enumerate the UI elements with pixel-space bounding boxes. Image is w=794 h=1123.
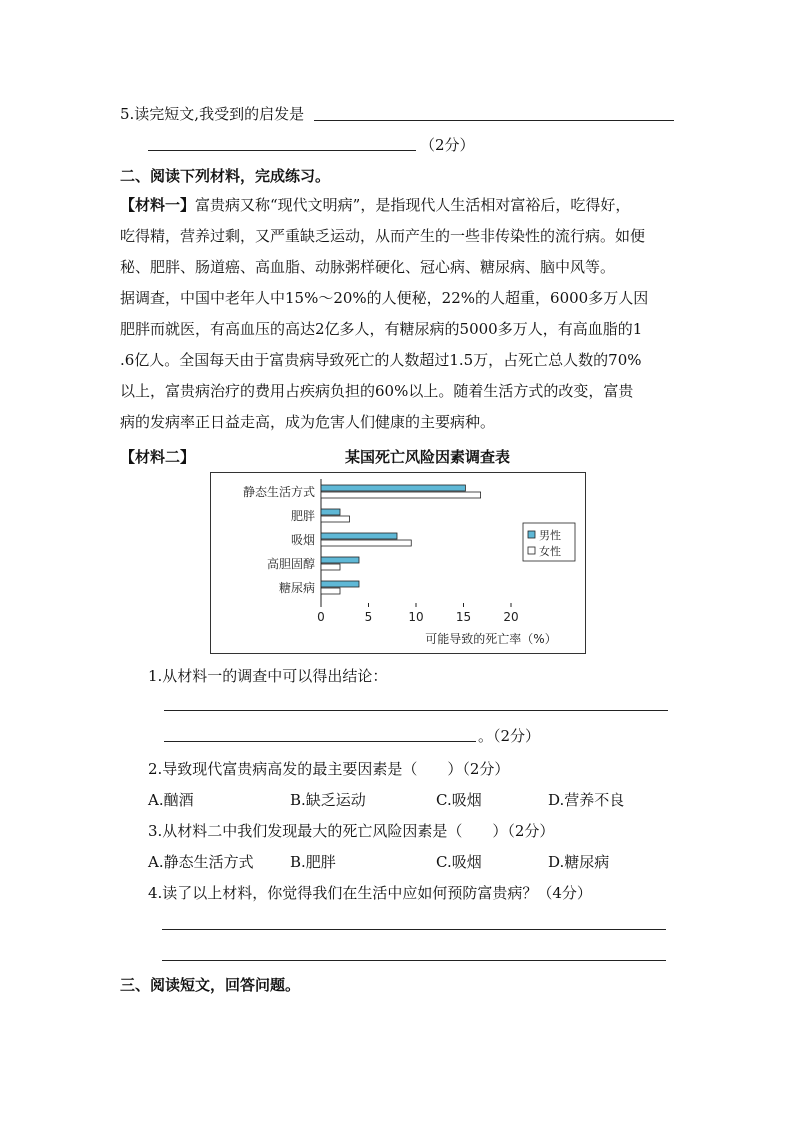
death-risk-bar-chart — [211, 473, 585, 653]
q2-option-d[interactable]: D.营养不良 — [548, 791, 625, 809]
material2-tag: 【材料二】 — [120, 448, 196, 466]
material1-line: 以上，富贵病治疗的费用占疾病负担的60%以上。随着生活方式的改变，富贵 — [120, 382, 634, 400]
x-tick-label: 10 — [408, 610, 424, 624]
q3-prompt: 3.从材料二中我们发现最大的死亡风险因素是（ ）（2分） — [148, 822, 555, 840]
bar-female — [321, 516, 350, 522]
q5-score: （2分） — [420, 136, 475, 154]
category-label: 糖尿病 — [278, 581, 315, 595]
bar-male — [321, 533, 397, 539]
material1-line: 秘、肥胖、肠道癌、高血脂、动脉粥样硬化、冠心病、糖尿病、脑中风等。 — [120, 258, 616, 276]
material1-line: 【材料一】富贵病又称“现代文明病”，是指现代人生活相对富裕后，吃得好， — [120, 196, 631, 214]
q1-answer-line-2[interactable] — [164, 741, 476, 742]
q3-option-c[interactable]: C.吸烟 — [436, 853, 482, 871]
q2-option-a[interactable]: A.酗酒 — [148, 791, 194, 809]
q5-answer-line-2[interactable] — [148, 150, 416, 151]
chart-title: 某国死亡风险因素调查表 — [345, 448, 511, 466]
category-label: 吸烟 — [290, 533, 315, 547]
bar-male — [321, 509, 340, 515]
material1-line: 病的发病率正日益走高，成为危害人们健康的主要病种。 — [120, 413, 496, 431]
x-tick-label: 0 — [317, 610, 325, 624]
chart-frame — [210, 472, 586, 654]
bar-female — [321, 564, 340, 570]
legend-swatch — [528, 547, 535, 554]
material1-tag: 【材料一】 — [120, 196, 196, 214]
category-label: 静态生活方式 — [242, 485, 315, 499]
legend-swatch — [528, 531, 535, 538]
q2-prompt: 2.导致现代富贵病高发的最主要因素是（ ）（2分） — [148, 760, 510, 778]
q2-option-b[interactable]: B.缺乏运动 — [290, 791, 366, 809]
q1-answer-line-1[interactable] — [164, 710, 668, 711]
material1-line: 据调查，中国中老年人中15%～20%的人便秘，22%的人超重，6000多万人因 — [120, 289, 649, 307]
q1-prompt: 1.从材料一的调查中可以得出结论： — [148, 667, 388, 685]
q3-option-d[interactable]: D.糖尿病 — [548, 853, 610, 871]
bar-female — [321, 540, 411, 546]
bar-female — [321, 492, 481, 498]
q4-prompt: 4.读了以上材料，你觉得我们在生活中应如何预防富贵病？（4分） — [148, 884, 592, 902]
x-tick-label: 15 — [455, 610, 472, 624]
category-label: 肥胖 — [290, 509, 315, 523]
bar-male — [321, 485, 465, 491]
x-tick-label: 20 — [503, 610, 519, 624]
x-tick-label: 5 — [364, 610, 373, 624]
q5-answer-line-1[interactable] — [314, 120, 674, 121]
category-label: 高胆固醇 — [266, 557, 315, 571]
legend-label: 男性 — [539, 529, 561, 542]
material1-paragraph — [120, 190, 680, 438]
material1-line: .6亿人。全国每天由于富贵病导致死亡的人数超过1.5万，占死亡总人数的70% — [120, 351, 642, 369]
legend-label: 女性 — [539, 545, 561, 558]
q2-option-c[interactable]: C.吸烟 — [436, 791, 482, 809]
section2-heading: 二、阅读下列材料，完成练习。 — [120, 167, 331, 185]
q1-score: 。（2分） — [478, 727, 541, 745]
q3-option-b[interactable]: B.肥胖 — [290, 853, 336, 871]
q3-option-a[interactable]: A.静态生活方式 — [148, 853, 254, 871]
section3-heading: 三、阅读短文，回答问题。 — [120, 976, 301, 994]
bar-female — [321, 588, 340, 594]
material1-line: 肥胖而就医，有高血压的高达2亿多人，有糖尿病的5000多万人，有高血脂的1 — [120, 320, 643, 338]
q4-answer-line-1[interactable] — [162, 929, 666, 930]
q4-answer-line-2[interactable] — [162, 960, 666, 961]
q5-prompt: 5.读完短文,我受到的启发是 — [120, 105, 305, 123]
material1-line: 吃得精，营养过剩，又严重缺乏运动，从而产生的一些非传染性的流行病。如便 — [120, 227, 646, 245]
x-axis-label: 可能导致的死亡率（%） — [425, 632, 557, 646]
bar-male — [321, 581, 359, 587]
bar-male — [321, 557, 359, 563]
